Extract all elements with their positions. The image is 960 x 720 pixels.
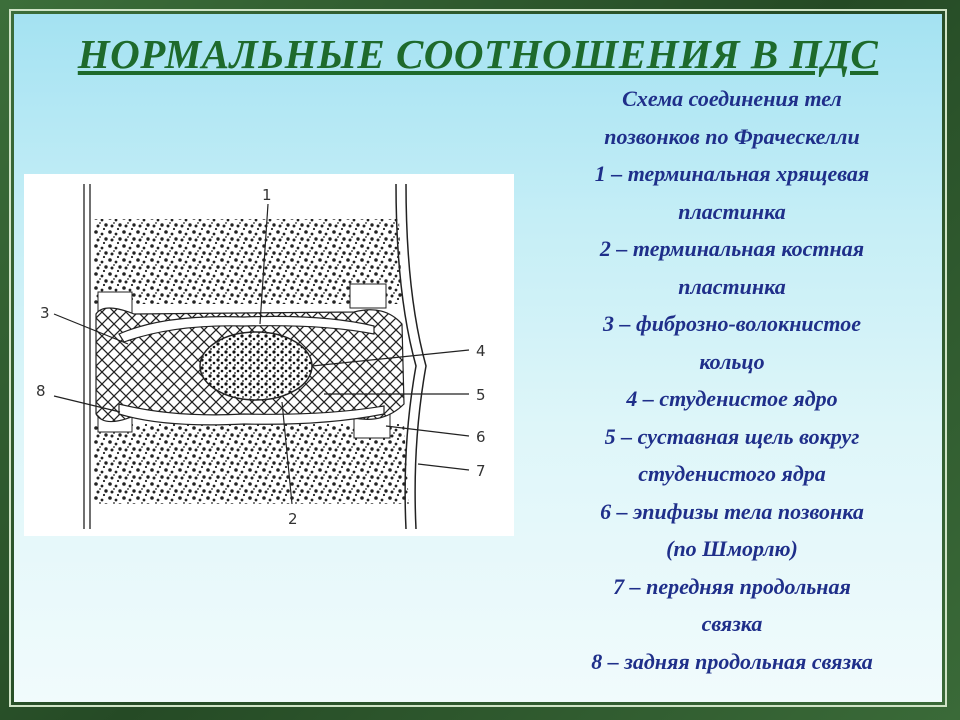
legend-3-line-1: 3 – фиброзно-волокнистое <box>602 311 862 336</box>
caption-line-2: позвонков по Фраческелли <box>604 123 860 149</box>
epiphysis-upper-right <box>350 284 386 308</box>
figure-label-5: 5 <box>476 386 486 404</box>
slide <box>14 14 942 702</box>
figure-label-3: 3 <box>40 304 50 322</box>
figure-label-7: 7 <box>476 462 486 480</box>
legend-7-line-1: 7 – передняя продольная <box>613 573 851 599</box>
figure-label-6: 6 <box>476 428 486 446</box>
legend-2-line-2: пластинка <box>678 273 786 299</box>
legend-2-line-1: 2 – терминальная костная <box>599 236 865 261</box>
legend-7-line-2: связка <box>701 611 763 636</box>
figure-label-1: 1 <box>262 186 272 204</box>
figure-label-2: 2 <box>288 510 298 528</box>
slide-title: НОРМАЛЬНЫЕ СООТНОШЕНИЯ В ПДС <box>77 31 879 77</box>
legend-6-line-2: (по Шморлю) <box>666 536 798 561</box>
caption-line-1: Схема соединения тел <box>622 86 842 111</box>
legend-3-line-2: кольцо <box>699 348 765 374</box>
description-block <box>522 80 942 680</box>
legend-5-line-1: 5 – суставная щель вокруг <box>604 423 860 449</box>
legend-6-line-1: 6 – эпифизы тела позвонка <box>600 498 864 524</box>
nucleus-pulposus <box>200 332 312 400</box>
legend-5-line-2: студенистого ядра <box>638 461 826 486</box>
figure-label-8: 8 <box>36 382 46 400</box>
legend-1-line-2: пластинка <box>678 198 786 224</box>
figure-label-4: 4 <box>476 342 486 360</box>
spine-diagram <box>24 174 514 536</box>
spine-diagram-svg <box>24 174 514 536</box>
legend-4-line-1: 4 – студенистое ядро <box>626 386 838 411</box>
legend-1-line-1: 1 – терминальная хрящевая <box>594 161 870 186</box>
legend-8-line-1: 8 – задняя продольная связка <box>591 648 873 674</box>
